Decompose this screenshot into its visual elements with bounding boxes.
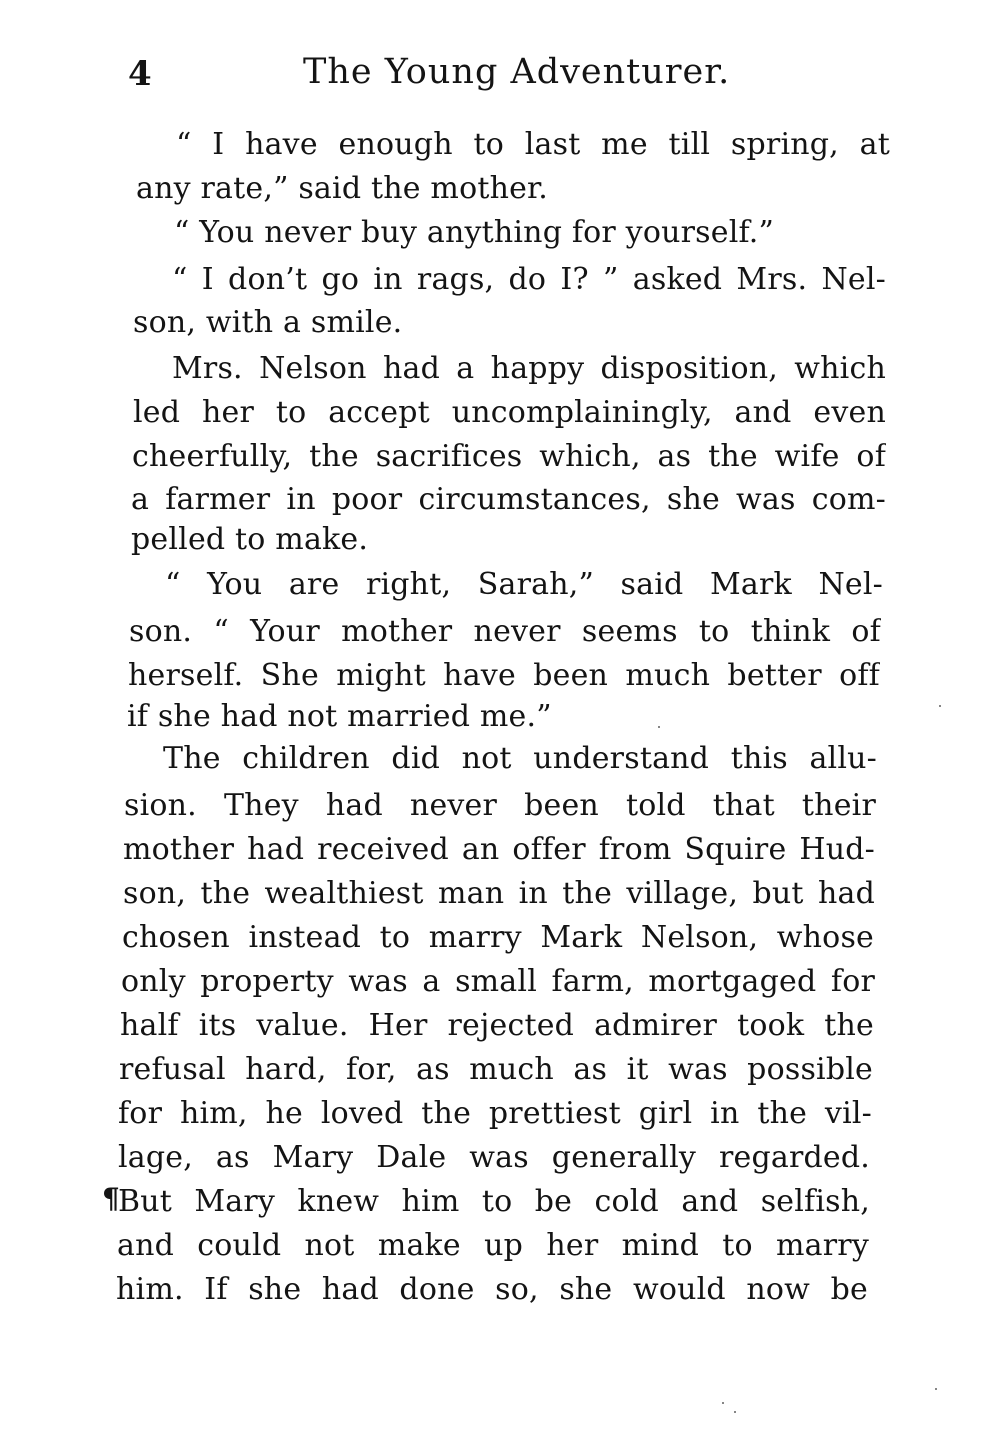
print-speck — [722, 1402, 724, 1404]
text-line: chosen instead to marry Mark Nelson, whose — [122, 920, 874, 955]
text-line: refusal hard, for, as much as it was possible — [119, 1052, 873, 1087]
page-number: 4 — [128, 54, 152, 94]
text-line: son, with a smile. — [133, 305, 403, 340]
text-line: The children did not understand this allu- — [163, 741, 877, 776]
print-speck — [734, 1411, 736, 1413]
text-line: him. If she had done so, she would now be — [116, 1272, 868, 1307]
text-line: “ You never buy anything for yourself.” — [174, 215, 775, 250]
text-line: lage, as Mary Dale was generally regarded. — [118, 1140, 870, 1175]
text-line: But Mary knew him to be cold and selfish, — [118, 1184, 870, 1219]
text-line: “ I have enough to last me till spring, at — [176, 127, 890, 162]
text-line: “ I don’t go in rags, do I? ” asked Mrs. Nel- — [172, 262, 886, 297]
text-line: if she had not married me.” — [127, 699, 552, 734]
text-line: only property was a small farm, mortgaged for — [121, 964, 875, 999]
text-line: son. “ Your mother never seems to think of — [129, 614, 881, 649]
text-line: a farmer in poor circumstances, she was com- — [131, 482, 886, 517]
text-line: herself. She might have been much better off — [128, 658, 880, 693]
paragraph-mark: ¶ — [102, 1182, 120, 1215]
text-line: son, the wealthiest man in the village, but had — [123, 876, 875, 911]
print-speck — [935, 1388, 937, 1390]
text-line: for him, he loved the prettiest girl in the vil- — [118, 1096, 872, 1131]
print-speck — [939, 705, 941, 707]
text-line: half its value. Her rejected admirer took the — [120, 1008, 874, 1043]
print-speck — [658, 726, 660, 728]
text-line: and could not make up her mind to marry — [117, 1228, 869, 1263]
text-line: any rate,” said the mother. — [136, 171, 549, 206]
running-title: The Young Adventurer. — [303, 52, 731, 92]
text-line: led her to accept uncomplainingly, and even — [133, 395, 886, 430]
text-line: Mrs. Nelson had a happy disposition, which — [172, 351, 886, 386]
text-line: cheerfully, the sacrifices which, as the wife of — [132, 439, 886, 474]
text-line: pelled to make. — [131, 522, 369, 557]
text-line: mother had received an offer from Squire Hud- — [123, 832, 875, 867]
text-line: sion. They had never been told that their — [124, 788, 876, 823]
page-header — [128, 50, 908, 102]
text-line: “ You are right, Sarah,” said Mark Nel- — [165, 567, 883, 602]
